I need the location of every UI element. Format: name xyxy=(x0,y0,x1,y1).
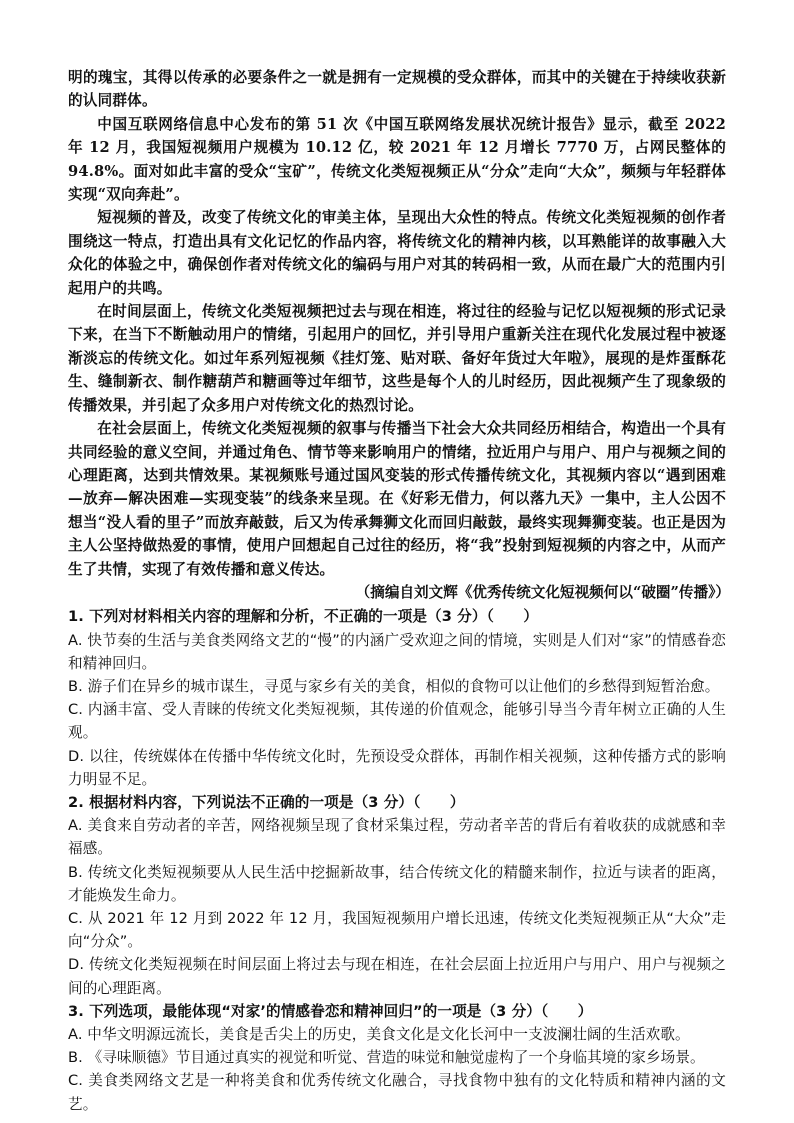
question-option: A. 快节奏的生活与美食类网络文艺的“慢”的内涵广受欢迎之间的情境，实则是人们对“家”的情感眷恋和精神回归。 xyxy=(68,631,726,672)
question-option: D. 传统文化类短视频在时间层面上将过去与现在相连，在社会层面上拉近用户与用户、用户与视频之间的心理距离。 xyxy=(68,956,726,997)
reading-passage xyxy=(68,66,726,581)
passage-paragraph: 在社会层面上，传统文化类短视频的叙事与传播当下社会大众共同经历相结合，构造出一个具有共同经验的意义空间，并通过角色、情节等来影响用户的情绪，拉近用户与用户、用户与视频之间的心理距离，达到共情效果。某视频账号通过国风变装的形式传播传统文化，其视频内容以“遇到困难—放弃—解决困难—实现变装”的线条来呈现。在《好彩无借力，何以落九天》一集中，主人公因不想当“没人看的里子”而放弃敲鼓，后又为传承舞狮文化而回归敲鼓，最终实现舞狮变装。也正是因为主人公坚持做热爱的事情，使用户回想起自己过往的经历，将“我”投射到短视频的内容之中，从而产生了共情，实现了有效传播和意义传达。 xyxy=(68,420,726,578)
passage-paragraph: 短视频的普及，改变了传统文化的审美主体，呈现出大众性的特点。传统文化类短视频的创作者围绕这一特点，打造出具有文化记忆的作品内容，将传统文化的精神内核，以耳熟能详的故事融入大众化的体验之中，确保创作者对传统文化的编码与用户对其的转码相一致，从而在最广大的范围内引起用户的共鸣。 xyxy=(68,209,726,297)
question-option: C. 从 2021 年 12 月到 2022 年 12 月，我国短视频用户增长迅速，传统文化类短视频正从“大众”走向“分众”。 xyxy=(68,909,726,951)
question-list xyxy=(68,605,726,1115)
question-option: B. 《寻味顺德》节目通过真实的视觉和听觉、营造的味觉和触觉虚构了一个身临其境的家乡场景。 xyxy=(68,1049,705,1067)
question-stem: 3. 下列选项，最能体现“对家’的情感眷恋和精神回归”的一项是（3 分）（ ） xyxy=(68,1002,593,1020)
question-option: B. 游子们在异乡的城市谋生，寻觅与家乡有关的美食，相似的食物可以让他们的乡愁得到短暂治愈。 xyxy=(68,677,720,695)
question-option: A. 美食来自劳动者的辛苦，网络视频呈现了食材采集过程，劳动者辛苦的背后有着收获的成就感和幸福感。 xyxy=(68,817,726,858)
question-option: D. 以往，传统媒体在传播中华传统文化时，先预设受众群体，再制作相关视频，这种传播方式的影响力明显不足。 xyxy=(68,747,726,788)
exam-page xyxy=(68,66,730,1116)
question-option: B. 传统文化类短视频要从人民生活中挖掘新故事，结合传统文化的精髓来制作，拉近与读者的距离，才能焕发生命力。 xyxy=(68,863,726,904)
question-3 xyxy=(68,1000,726,1116)
passage-paragraph: 中国互联网络信息中心发布的第 51 次《中国互联网络发展状况统计报告》显示，截至 2022 年 12 月，我国短视频用户规模为 10.12 亿，较 2021 年 12 月增长 7770 万，占网民整体的 94.8%。面对如此丰富的受众“宝矿”，传统文化类短视频正从“分众”走向“大众”，频频与年轻群体实现“双向奔赴”。 xyxy=(68,115,726,204)
source-citation: （摘编自刘文辉《优秀传统文化短视频何以“破圈”传播》） xyxy=(355,583,730,601)
question-1 xyxy=(68,605,726,791)
passage-paragraph: 在时间层面上，传统文化类短视频把过去与现在相连，将过往的经验与记忆以短视频的形式记录下来，在当下不断触动用户的情绪，引起用户的回忆，并引导用户重新关注在现代化发展过程中被逐渐淡忘的传统文化。如过年系列短视频《挂灯笼、贴对联、备好年货过大年啦》，展现的是炸蛋酥花生、缝制新衣、制作糖葫芦和糖画等过年细节，这些是每个人的儿时经历，因此视频产生了现象级的传播效果，并引起了众多用户对传统文化的热烈讨论。 xyxy=(68,303,726,414)
question-stem: 1. 下列对材料相关内容的理解和分析，不正确的一项是（3 分）（ ） xyxy=(68,608,539,626)
passage-paragraph: 明的瑰宝，其得以传承的必要条件之一就是拥有一定规模的受众群体，而其中的关键在于持续收获新的认同群体。 xyxy=(68,69,726,110)
question-option: C. 美食类网络文艺是一种将美食和优秀传统文化融合，寻找食物中独有的文化特质和精神内涵的文艺。 xyxy=(68,1072,726,1113)
question-option: A. 中华文明源远流长，美食是舌尖上的历史，美食文化是文化长河中一支波澜壮阔的生活欢歌。 xyxy=(68,1026,690,1043)
question-stem: 2. 根据材料内容，下列说法不正确的一项是（3 分）（ ） xyxy=(68,793,465,811)
question-2 xyxy=(68,791,726,1000)
question-option: C. 内涵丰富、受人青睐的传统文化类短视频，其传递的价值观念，能够引导当今青年树立正确的人生观。 xyxy=(68,701,726,742)
